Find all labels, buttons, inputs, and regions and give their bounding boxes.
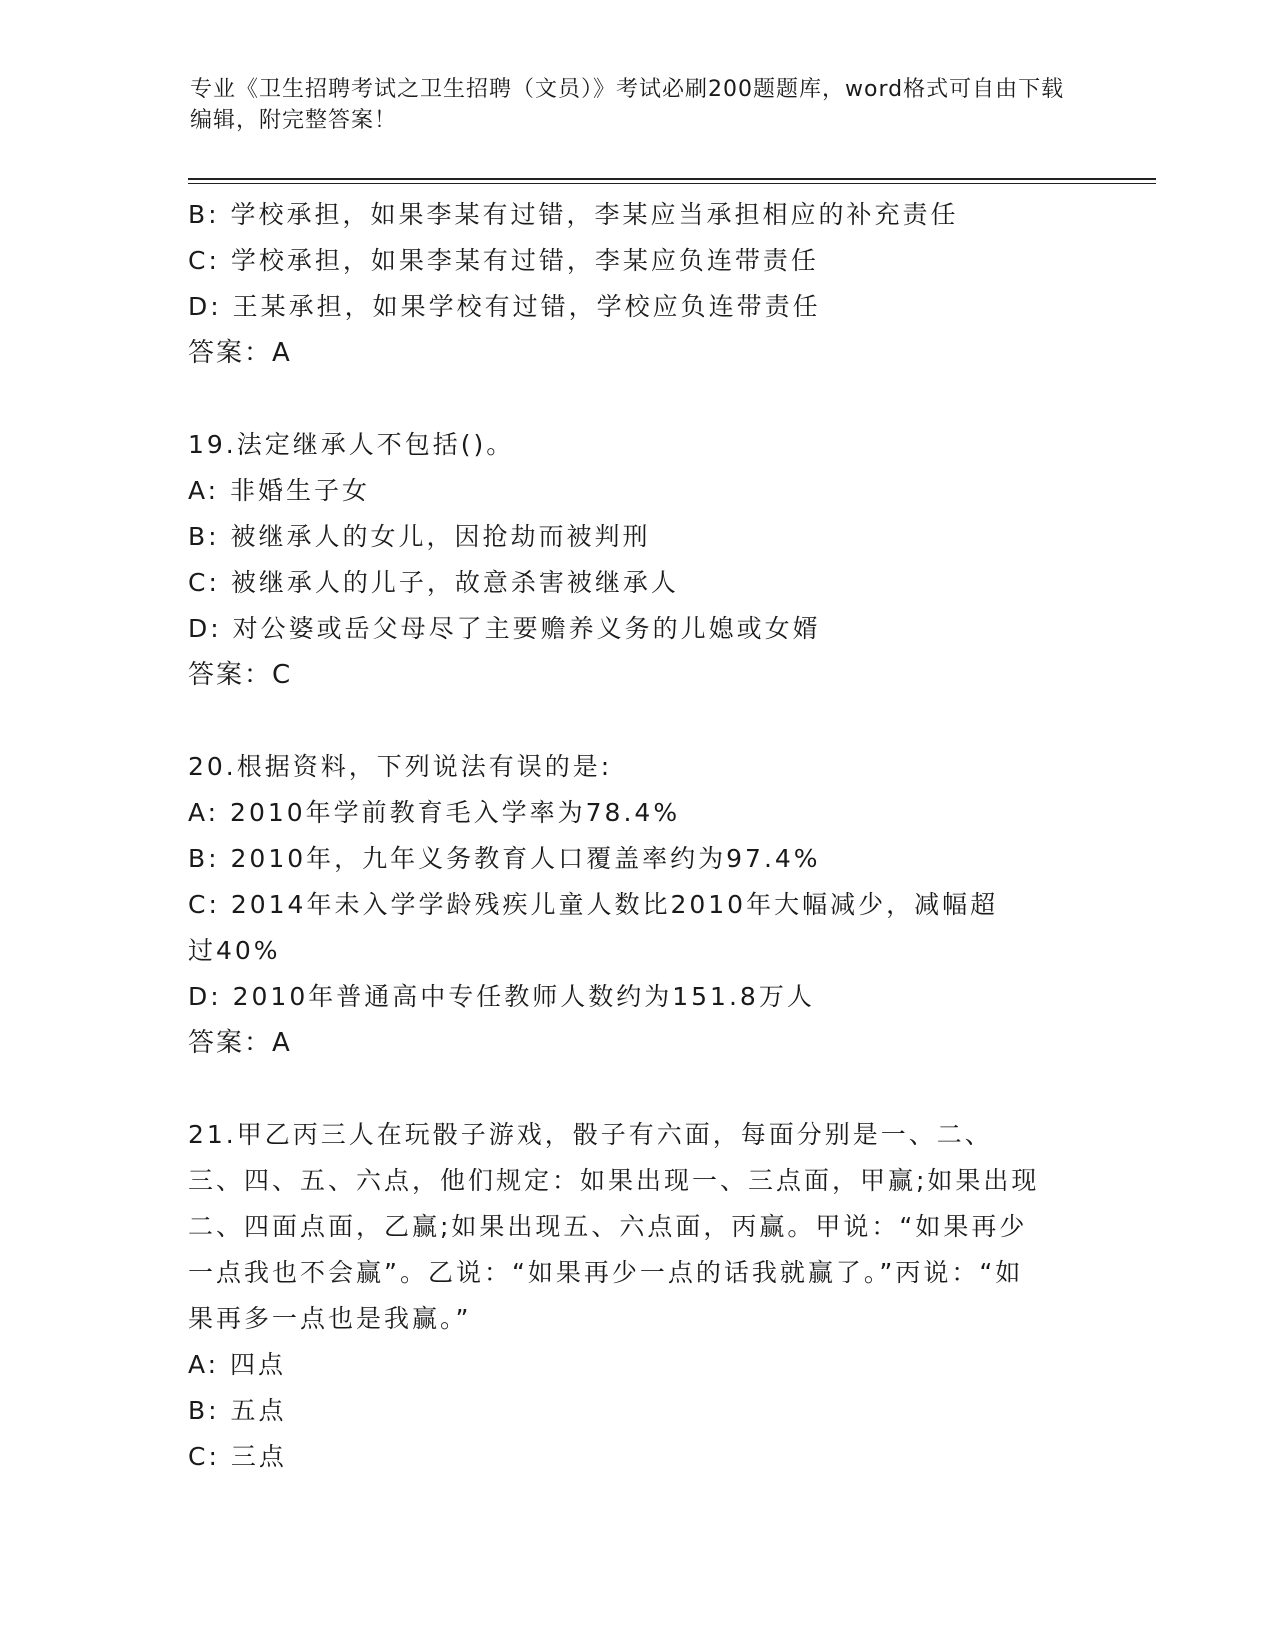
option-b: B: 被继承人的女儿，因抢劫而被判刑 — [188, 522, 651, 551]
question-19 — [188, 422, 1088, 698]
option-c: C: 学校承担，如果李某有过错，李某应负连带责任 — [188, 246, 819, 275]
option-a: A: 2010年学前教育毛入学率为78.4% — [188, 798, 681, 827]
header-divider-thick — [188, 178, 1156, 180]
option-b: B: 学校承担，如果李某有过错，李某应当承担相应的补充责任 — [188, 200, 959, 229]
option-c: C: 被继承人的儿子，故意杀害被继承人 — [188, 568, 679, 597]
option-c: C: 2014年未入学学龄残疾儿童人数比2010年大幅减少，减幅超过40% — [188, 890, 999, 965]
answer: 答案：A — [188, 338, 292, 368]
spacer — [188, 698, 1088, 744]
question-stem: 20.根据资料，下列说法有误的是: — [188, 752, 613, 781]
spacer — [188, 1066, 1088, 1112]
answer: 答案：C — [188, 660, 293, 690]
option-b: B: 2010年，九年义务教育人口覆盖率约为97.4% — [188, 844, 821, 873]
question-20 — [188, 744, 1088, 1066]
question-stem: 19.法定继承人不包括()。 — [188, 430, 515, 459]
option-a: A: 四点 — [188, 1350, 287, 1379]
question-list — [188, 192, 1088, 1480]
document-header: 专业《卫生招聘考试之卫生招聘（文员）》考试必刷200题题库，word格式可自由下载编辑，附完整答案！ — [190, 77, 1065, 133]
option-d: D: 王某承担，如果学校有过错，学校应负连带责任 — [188, 292, 821, 321]
question-21 — [188, 1112, 1088, 1480]
option-b: B: 五点 — [188, 1396, 287, 1425]
answer: 答案：A — [188, 1028, 292, 1058]
option-d: D: 对公婆或岳父母尽了主要赡养义务的儿媳或女婿 — [188, 614, 821, 643]
question-stem: 21.甲乙丙三人在玩骰子游戏，骰子有六面，每面分别是一、二、三、四、五、六点，他们规定：如果出现一、三点面，甲赢;如果出现二、四面点面，乙赢;如果出现五、六点面，丙赢。甲说：“如果再少一点我也不会赢”。乙说：“如果再少一点的话我就赢了。”丙说：“如果再多一点也是我赢。” — [188, 1120, 1040, 1333]
header-divider-thin — [188, 183, 1156, 184]
option-c: C: 三点 — [188, 1442, 287, 1471]
question-18-tail — [188, 192, 1088, 376]
option-a: A: 非婚生子女 — [188, 476, 371, 505]
spacer — [188, 376, 1088, 422]
option-d: D: 2010年普通高中专任教师人数约为151.8万人 — [188, 982, 815, 1011]
